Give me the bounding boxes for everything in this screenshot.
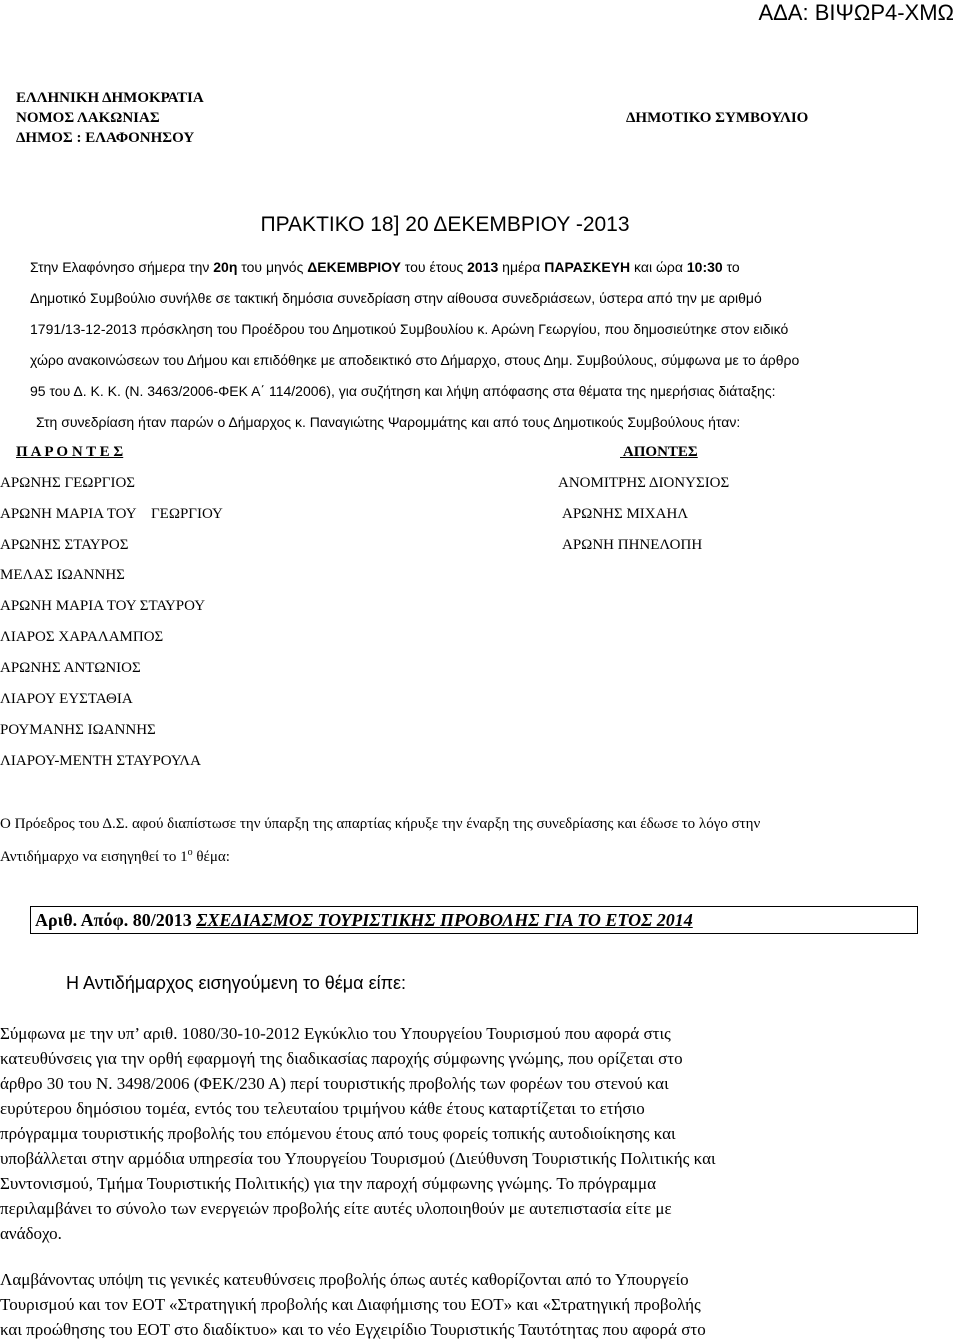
paragraph-line: περιλαμβάνει το σύνολο των ενεργειών προβολής είτε αυτές υλοποιηθούν με αυτεπιστασία είτε με: [0, 1199, 672, 1218]
paragraph-line: και προώθησης του ΕΟΤ στο διαδίκτυο» και το νέο Εγχειρίδιο Τουριστικής Ταυτότητας που αφορά στο: [0, 1320, 706, 1339]
decision-heading: Αριθ. Απόφ. 80/2013 ΣΧΕΔΙΑΣΜΟΣ ΤΟΥΡΙΣΤΙΚΗΣ ΠΡΟΒΟΛΗΣ ΓΙΑ ΤΟ ΕΤΟΣ 2014: [35, 910, 693, 930]
paragraph-line: ανάδοχο.: [0, 1224, 62, 1243]
paragraph-line: κατευθύνσεις για την ορθή εφαρμογή της διαδικασίας παροχής σύμφωνης γνώμης, που ορίζεται στο: [0, 1049, 683, 1068]
present-member: ΑΡΩΝΗΣ ΓΕΩΡΓΙΟΣ: [0, 475, 136, 491]
intro-line-6: Στη συνεδρίαση ήταν παρών ο Δήμαρχος κ. Παναγιώτης Ψαρομμάτης και από τους Δημοτικούς Συμβούλους ήταν:: [36, 414, 741, 430]
header-prefecture: ΝΟΜΟΣ ΛΑΚΩΝΙΑΣ: [16, 110, 160, 126]
document-title: ΠΡΑΚΤΙΚΟ 18] 20 ΔΕΚΕΜΒΡΙΟΥ -2013: [260, 213, 630, 236]
paragraph-line: Λαμβάνοντας υπόψη τις γενικές κατευθύνσεις προβολής όπως αυτές καθορίζονται από το Υπουργείο: [0, 1270, 689, 1289]
absent-member: ΑΡΩΝΗΣ ΜΙΧΑΗΛ: [562, 506, 689, 522]
deputy-intro: Η Αντιδήμαρχος εισηγούμενη το θέμα είπε:: [66, 973, 407, 993]
paragraph-line: Σύμφωνα με την υπ’ αριθ. 1080/30-10-2012 Εγκύκλιο του Υπουργείου Τουρισμού που αφορά στις: [0, 1024, 671, 1043]
intro-line-1: Στην Ελαφόνησο σήμερα την 20η του μηνός ΔΕΚΕΜΒΡΙΟΥ του έτους 2013 ημέρα ΠΑΡΑΣΚΕΥΗ και ώρα 10:30 το: [30, 259, 740, 275]
present-heading: Π Α Ρ Ο Ν Τ Ε Σ: [16, 444, 124, 460]
present-member: ΡΟΥΜΑΝΗΣ ΙΩΑΝΝΗΣ: [0, 722, 156, 738]
intro-line-5: 95 του Δ. Κ. Κ. (Ν. 3463/2006-ΦΕΚ Α΄ 114/2006), για συζήτηση και λήψη απόφασης στα θέματα της ημερήσιας διάταξης:: [30, 383, 776, 399]
intro-line-3: 1791/13-12-2013 πρόσκληση του Προέδρου του Δημοτικού Συμβουλίου κ. Αρώνη Γεωργίου, που δημοσιεύτηκε στον ειδικό: [30, 321, 789, 337]
header-republic: ΕΛΛΗΝΙΚΗ ΔΗΜΟΚΡΑΤΙΑ: [16, 90, 204, 106]
present-member: ΑΡΩΝΗΣ ΣΤΑΥΡΟΣ: [0, 537, 129, 553]
header-municipality: ΔΗΜΟΣ : ΕΛΑΦΟΝΗΣΟΥ: [16, 130, 195, 146]
paragraph-line: πρόγραμμα τουριστικής προβολής του επόμενου έτους από τους φορείς τοπικής αυτοδιοίκησης και: [0, 1124, 676, 1143]
absent-member: ΑΝΟΜΙΤΡΗΣ ΔΙΟΝΥΣΙΟΣ: [558, 475, 730, 491]
present-member: ΛΙΑΡΟΥ-ΜΕΝΤΗ ΣΤΑΥΡΟΥΛΑ: [0, 753, 201, 769]
intro-line-2: Δημοτικό Συμβούλιο συνήλθε σε τακτική δημόσια συνεδρίαση στην αίθουσα συνεδριάσεων, ύστερα από την με αριθμό: [30, 290, 762, 306]
quorum-line-2: Αντιδήμαρχο να εισηγηθεί το $1^o$ θέμα:: [0, 847, 230, 865]
present-member: ΛΙΑΡΟΣ ΧΑΡΑΛΑΜΠΟΣ: [0, 629, 164, 645]
absent-heading: ΑΠΟΝΤΕΣ: [620, 444, 698, 460]
present-member: ΛΙΑΡΟΥ ΕΥΣΤΑΘΙΑ: [0, 691, 133, 707]
quorum-line-1: Ο Πρόεδρος του Δ.Σ. αφού διαπίστωσε την ύπαρξη της απαρτίας κήρυξε την έναρξη της συνεδρίασης και έδωσε το λόγο στην: [0, 816, 761, 832]
present-member: ΑΡΩΝΗ ΜΑΡΙΑ ΤΟΥ ΓΕΩΡΓΙΟΥ: [0, 506, 223, 522]
paragraph-line: ευρύτερου δημόσιου τομέα, εντός του τελευταίου τριμήνου κάθε έτους καταρτίζεται το ετήσιο: [0, 1099, 645, 1118]
intro-line-4: χώρο ανακοινώσεων του Δήμου και επιδόθηκε με αποδεικτικό στο Δήμαρχο, στους Δημ. Συμβούλους, σύμφωνα με το άρθρο: [30, 352, 800, 368]
header-council: ΔΗΜΟΤΙΚΟ ΣΥΜΒΟΥΛΙΟ: [626, 110, 809, 126]
paragraph-line: Τουρισμού και τον ΕΟΤ «Στρατηγική προβολής και Διαφήμισης του ΕΟΤ» και «Στρατηγική προβολής: [0, 1295, 701, 1314]
present-member: ΑΡΩΝΗ ΜΑΡΙΑ ΤΟΥ ΣΤΑΥΡΟΥ: [0, 598, 206, 614]
present-member: ΑΡΩΝΗΣ ΑΝΤΩΝΙΟΣ: [0, 660, 141, 676]
absent-member: ΑΡΩΝΗ ΠΗΝΕΛΟΠΗ: [562, 537, 703, 553]
paragraph-line: Συντονισμού, Τμήμα Τουριστικής Πολιτικής) για την παροχή σύμφωνης γνώμης. Το πρόγραμμα: [0, 1174, 656, 1193]
paragraph-line: άρθρο 30 του Ν. 3498/2006 (ΦΕΚ/230 Α) περί τουριστικής προβολής των φορέων του στενού και: [0, 1074, 669, 1093]
decision-box: [30, 906, 918, 934]
present-member: ΜΕΛΑΣ ΙΩΑΝΝΗΣ: [0, 567, 125, 583]
ada-code: ΑΔΑ: ΒΙΨΩΡ4-ΧΜΩ: [758, 0, 954, 25]
paragraph-line: υποβάλλεται στην αρμόδια υπηρεσία του Υπουργείου Τουρισμού (Διεύθυνση Τουριστικής Πολιτικής και: [0, 1149, 716, 1168]
